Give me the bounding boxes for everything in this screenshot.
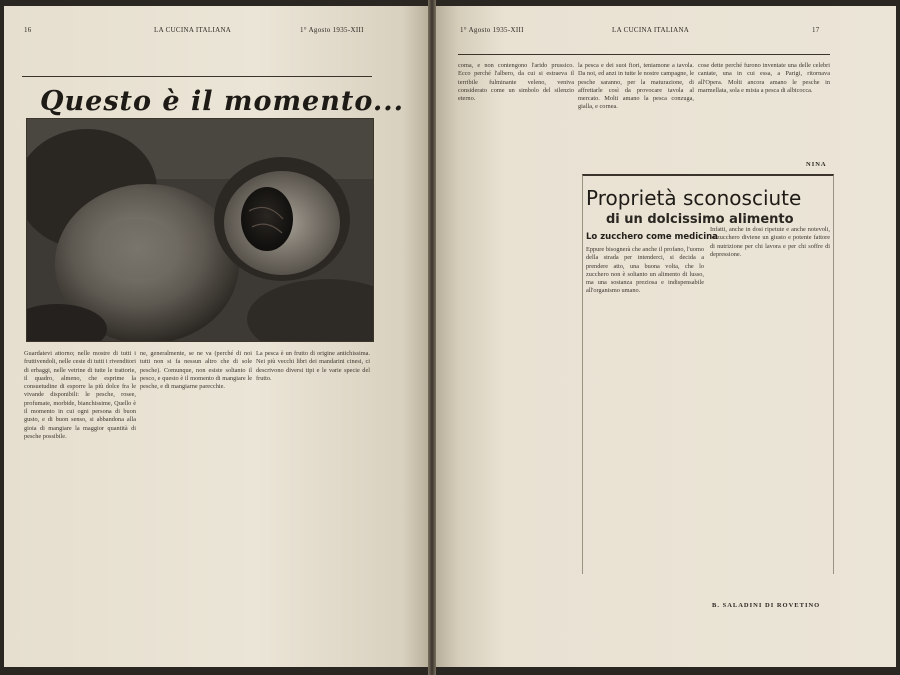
right-column-1: coma, e non contengono l'arido prussico. Ecco perché l'albero, da cui si estraeva il terribile fulminante veleno, veniva considerato come un simbolo del silenzio eterno. xyxy=(458,62,574,103)
article-signature: B. SALADINI DI ROVETINO xyxy=(712,602,821,609)
left-magazine-name: LA CUCINA ITALIANA xyxy=(154,26,232,34)
book-gutter xyxy=(428,0,436,675)
right-magazine-name: LA CUCINA ITALIANA xyxy=(612,26,690,34)
article-kicker: Lo zucchero come medicina xyxy=(586,232,718,242)
right-issue-date: 1° Agosto 1935-XIII xyxy=(460,26,524,34)
column-signature: NINA xyxy=(806,161,827,168)
article-column-1: Eppure bisognerà che anche il profano, l'uomo della strada per intenderci, si decida a prendere atto, una buona volta, che lo zucchero non è soltanto un alimento di lusso, ma una sostanza preziosa e indispensabile all'organismo umano. xyxy=(586,246,704,295)
header-rule xyxy=(22,76,372,77)
left-page xyxy=(4,6,428,667)
left-column-1: Guardatevi attorno; nelle mostre di tutti i fruttivendoli, nelle ceste di tutti i rivenditori di erbaggi, nelle vetrine di tutte le trattorie, il quadro, almeno, che esprime la consuetudine di esporre la più dolce fra le vivande disponibili: le pesche, rosee, profumate, morbide, bianchissime, Quello è il momento in cui ogni persona di buon gusto, e di buon senso, si abbandona alla gioia di mangiare la maggior quantità di pesche possibile. xyxy=(24,350,136,440)
left-column-3: La pesca è un frutto di origine antichissima. Nei più vecchi libri dei mandarini cinesi, ci descrivono diversi tipi e le varie specie del frutto. xyxy=(256,350,370,382)
peach-illustration xyxy=(27,119,373,341)
article-title: Questo è il momento... xyxy=(40,86,405,117)
right-column-2: la pesca e dei suoi fiori, teniamone a tavola. Da noi, ed anzi in tutte le nostre campagne, le pesche saranno, per la maturazione, di affrettarle così da provocare tavola al mercato. Molti amano la pesca conzuga, gialla, e cornea. xyxy=(578,62,694,111)
header-rule xyxy=(458,54,830,55)
left-issue-date: 1° Agosto 1935-XIII xyxy=(300,26,364,34)
left-column-2: ne, generalmente, se ne va (perché di noi tutti non si fa nessun altro che di sole pesche). Comunque, non esiste soltanto il pesco, e questo è il momento di mangiare le pesche, e di mangiarne parecchie. xyxy=(140,350,252,391)
article-column-2: Infatti, anche in dosi ripetute e anche notevoli, lo zucchero diviene un giusto e potente fattore di nutrizione per chi lavora e per chi soffre di depressione. xyxy=(710,226,830,258)
peach-photo xyxy=(26,118,374,342)
right-column-3: cose dette perché furono inventate una delle celebri cantate, una in cui essa, a Parigi, ritornava all'Opera. Molti ancora amano le pesche in marmellata, sola e mista a pesca di albicocca. xyxy=(698,62,830,94)
right-page-number: 17 xyxy=(812,26,820,34)
article-subtitle: di un dolcissimo alimento xyxy=(606,212,794,227)
right-page xyxy=(436,6,896,667)
left-page-number: 16 xyxy=(24,26,32,34)
article-title: Proprietà sconosciute xyxy=(586,186,802,210)
